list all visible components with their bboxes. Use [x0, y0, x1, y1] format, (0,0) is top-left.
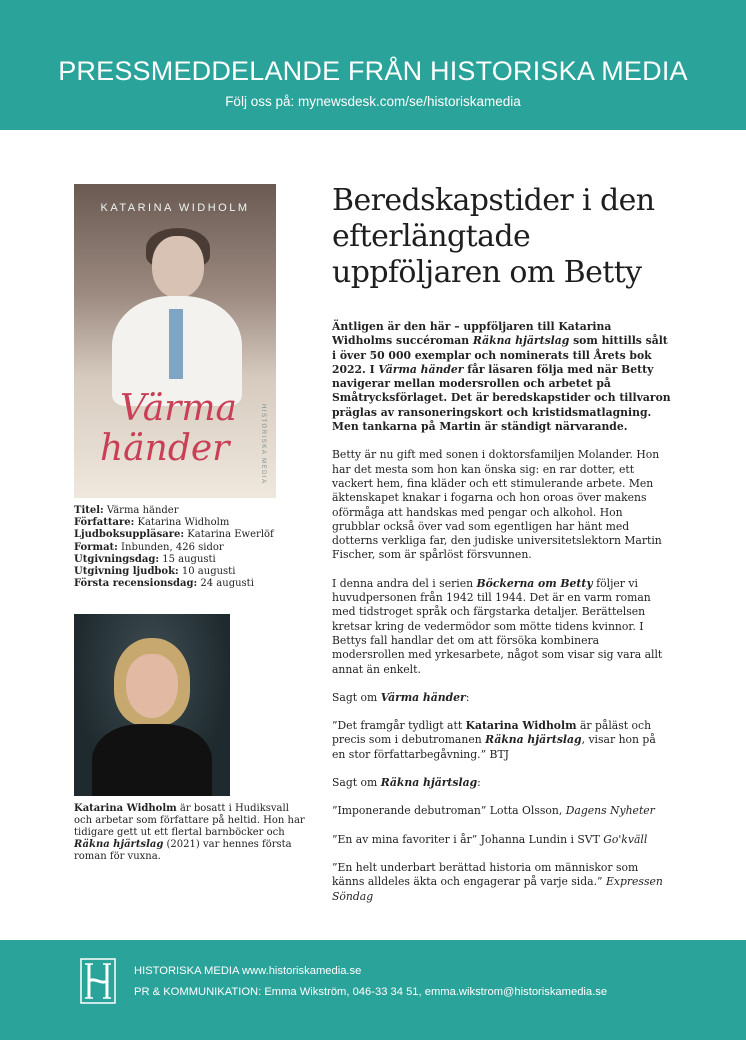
footer-contact[interactable]: PR & KOMMUNIKATION: Emma Wikström, 046-33 34 51, emma.wikstrom@historiskamedia.se: [134, 986, 608, 998]
press-body: [332, 320, 672, 918]
said-book-title: Räkna hjärtslag: [380, 776, 478, 790]
review-quote: [332, 804, 672, 818]
fact-release: [74, 554, 284, 566]
header-title: PRESSMEDDELANDE FRÅN HISTORISKA MEDIA: [58, 56, 688, 86]
quote-source: Go'kväll: [603, 832, 648, 846]
fact-title: [74, 505, 284, 517]
fact-value: Katarina Widholm: [134, 517, 230, 529]
cover-title-line1: Värma: [120, 388, 237, 429]
body-text: I denna andra del i serien: [332, 576, 477, 590]
said-prefix: Sagt om: [332, 776, 381, 790]
said-about-heading: [332, 691, 672, 705]
author-bio: [74, 803, 306, 863]
quote-text: ”Det framgår tydligt att: [332, 719, 466, 733]
quote-source: Dagens Nyheter: [565, 804, 655, 818]
said-suffix: :: [465, 690, 470, 704]
fact-value: Inbunden, 426 sidor: [117, 541, 224, 553]
fact-label: Titel:: [74, 505, 104, 516]
quote-text: ”En helt underbart berättad historia om människor som känns alldeles äkta och engagerar på varje sida.”: [332, 860, 639, 889]
fact-value: Värma händer: [103, 505, 179, 516]
body-paragraph: Betty är nu gift med sonen i doktorsfamiljen Molander. Hon har det mesta som hon kan önska sig: en rar dotter, ett vackert hem, fina kläder och ett stimulerande arbete. Men äktenskapet knakar i fogarna och hon oroas över makens oförmåga att handskas med pengar och alkohol. Hon grubblar också över vad som egentligen har hänt med dotterns verkliga far, den judiske universitetslektorn Martin Fischer, som är spårlöst försvunnen.: [332, 448, 662, 562]
quote-text: ”En av mina favoriter i år” Johanna Lundin i SVT: [332, 832, 604, 846]
fact-label: Format:: [74, 541, 118, 553]
review-quote: [332, 833, 672, 847]
fact-value: 24 augusti: [197, 578, 254, 590]
fact-narrator: [74, 529, 284, 541]
fact-label: Första recensionsdag:: [74, 578, 198, 590]
cover-figure-tie: [169, 309, 183, 379]
footer-website-link[interactable]: www.historiskamedia.se: [238, 965, 362, 977]
fact-author: [74, 517, 284, 529]
quote-author-name: Katarina Widholm: [465, 719, 577, 733]
bio-name: Katarina Widholm: [74, 803, 177, 814]
quote-text: , visar hon på en stor författarbegåvning.” BTJ: [332, 733, 656, 761]
quote-text: ”Imponerande debutroman” Lotta Olsson,: [332, 804, 566, 818]
fact-label: Utgivning ljudbok:: [74, 566, 179, 578]
fact-value: 15 augusti: [159, 553, 216, 565]
series-title: Böckerna om Betty: [476, 576, 593, 590]
lead-text: får läsaren följa med när Betty navigerar mellan modersrollen och arbetet på Småtrycksförlaget. Det är beredskapstider och tillvaron präglas av ransoneringskort och kristidsmatlagning. Men tankarna på Martin är ständigt närvarande.: [332, 362, 671, 434]
review-quote: [332, 861, 672, 904]
fact-format: [74, 542, 284, 554]
book-facts: [74, 505, 284, 590]
press-headline: Beredskapstider i den efterlängtade uppföljaren om Betty: [332, 183, 655, 290]
lead-book-title: Värma händer: [378, 362, 464, 376]
fact-value: 10 augusti: [178, 566, 236, 578]
quote-text: är påläst och precis som i debutromanen: [332, 719, 652, 747]
author-photo-body: [92, 724, 212, 796]
bio-text: (2021) var hennes första roman för vuxna.: [74, 839, 292, 862]
quote-source: Expressen Söndag: [332, 875, 663, 903]
lead-text: som hittills sålt i över 50 000 exemplar och nominerats till Årets bok 2022. I: [332, 334, 668, 376]
cover-author: KATARINA WIDHOLM: [100, 202, 250, 214]
body-paragraph: [332, 577, 672, 677]
cover-figure-head: [152, 236, 204, 298]
footer-publisher: [134, 965, 361, 977]
author-photo: [74, 614, 230, 796]
cover-title: [96, 389, 237, 469]
lead-book-title: Räkna hjärtslag: [472, 334, 570, 348]
historiska-media-logo-icon: [80, 958, 116, 1004]
said-book-title: Värma händer: [380, 690, 466, 704]
fact-value: Katarina Ewerlöf: [184, 529, 274, 541]
quote-book-title: Räkna hjärtslag: [485, 733, 582, 747]
author-photo-face: [126, 654, 178, 718]
cover-publisher: HISTORISKA MEDIA: [260, 404, 266, 485]
fact-label: Författare:: [74, 517, 135, 529]
fact-audio-release: [74, 566, 284, 578]
bio-book-title: Räkna hjärtslag: [74, 839, 164, 850]
fact-label: Utgivningsdag:: [74, 553, 160, 565]
lead-paragraph: [332, 320, 672, 434]
footer-org: HISTORISKA MEDIA: [134, 965, 239, 977]
book-cover-image: [74, 184, 276, 498]
body-text: följer vi huvudpersonen från 1942 till 1944. Det är en varm roman med tidstroget språk och färgstarka detaljer. Berättelsen kretsar kring de vedermödor som mötte tidens kvinnor. I Bettys fall handlar det om att försöka kombinera modersrollen med yrkesarbete, något som visar sig vara allt annat än enkelt.: [332, 576, 663, 676]
lead-text: Äntligen är den här – uppföljaren till Katarina Widholms succéroman: [332, 320, 612, 348]
press-header: [0, 0, 746, 130]
fact-review-date: [74, 578, 284, 590]
bio-text: är bosatt i Hudiksvall och arbetar som författare på heltid. Hon har tidigare gett ut ett flertal barnböcker och: [74, 803, 305, 838]
header-follow-link[interactable]: Följ oss på: mynewsdesk.com/se/historiskamedia: [225, 94, 521, 109]
said-prefix: Sagt om: [332, 690, 381, 704]
said-about-heading: [332, 776, 672, 790]
fact-label: Ljudboksuppläsare:: [74, 529, 185, 541]
press-footer: [0, 940, 746, 1040]
said-suffix: :: [477, 776, 481, 790]
cover-title-line2: händer: [100, 428, 230, 469]
review-quote: [332, 719, 672, 762]
